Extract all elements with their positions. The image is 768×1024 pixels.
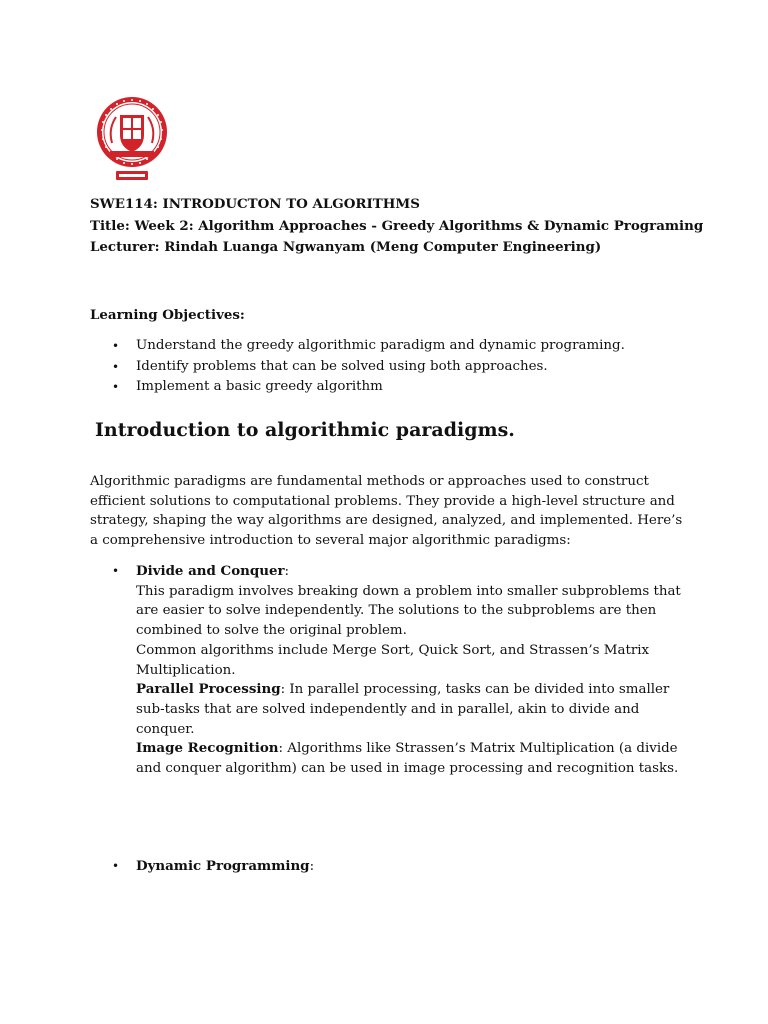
document-header <box>90 194 730 259</box>
application-parallel-processing <box>136 680 700 739</box>
paradigm-common-algorithms: Common algorithms include Merge Sort, Quick Sort, and Strassen’s Matrix Multiplication. <box>136 642 650 678</box>
seal-shield-quarter-1 <box>123 118 131 128</box>
lecturer-name: Lecturer: Rindah Luanga Ngwanyam (Meng Computer Engineering) <box>90 239 602 255</box>
objective-text: Implement a basic greedy algorithm <box>136 379 383 394</box>
colon: : <box>309 859 315 874</box>
seal-shield-quarter-2 <box>133 118 141 128</box>
bullet-icon: • <box>112 339 120 353</box>
bullet-icon: • <box>112 380 120 394</box>
paradigm-name: Divide and Conquer <box>136 563 285 579</box>
paradigm-list <box>90 562 700 779</box>
objective-text: Understand the greedy algorithmic paradigm and dynamic programing. <box>136 338 625 353</box>
objectives-list <box>90 336 730 398</box>
section-heading: Introduction to algorithmic paradigms. <box>95 419 515 441</box>
course-code-title: SWE114: INTRODUCTON TO ALGORITHMS <box>90 196 420 212</box>
application-label: Parallel Processing <box>136 681 281 698</box>
seal-shield-quarter-4 <box>133 130 141 139</box>
paradigm-list-continued <box>90 857 700 877</box>
bullet-icon: • <box>112 859 120 873</box>
objective-item <box>90 336 730 357</box>
seal-shield-quarter-3 <box>123 130 131 139</box>
lecture-title: Title: Week 2: Algorithm Approaches - Greedy Algorithms & Dynamic Programing <box>90 217 704 234</box>
objective-item <box>90 357 730 378</box>
paradigm-name: Dynamic Programming <box>136 858 310 874</box>
objectives-heading: Learning Objectives: <box>90 307 245 323</box>
university-seal-logo <box>94 95 170 187</box>
application-image-recognition <box>136 739 700 778</box>
colon: : <box>284 564 290 579</box>
learning-objectives <box>90 305 730 398</box>
paradigm-description: This paradigm involves breaking down a problem into smaller subproblems that are easier to solve independently. The solutions to the subproblems are then combined to solve the original problem. <box>136 583 681 639</box>
bullet-icon: • <box>112 564 120 578</box>
application-text: : In parallel processing, tasks can be divided into smaller sub-tasks that are solved independently and in parallel, akin to divide and conquer. <box>136 682 670 737</box>
intro-paragraph: Algorithmic paradigms are fundamental methods or approaches used to construct efficient solutions to computational problems. They provide a high-level structure and strategy, shaping the way algorithms are designed, analyzed, and implemented. Here’s a comprehensive introduction to several major algorithmic paradigms: <box>90 474 683 549</box>
application-label: Image Recognition <box>136 740 279 757</box>
bullet-icon: • <box>112 359 120 374</box>
paradigm-item-divide-and-conquer <box>90 562 700 779</box>
paradigm-item-dynamic-programming <box>90 857 700 877</box>
seal-ribbon <box>110 151 154 157</box>
objective-text: Identify problems that can be solved using both approaches. <box>136 358 548 374</box>
objective-item <box>90 377 730 398</box>
application-text: : Algorithms like Strassen’s Matrix Multiplication (a divide and conquer algorithm) can be used in image processing and recognition tasks. <box>136 741 679 777</box>
seal-base-text-strip <box>119 174 145 177</box>
